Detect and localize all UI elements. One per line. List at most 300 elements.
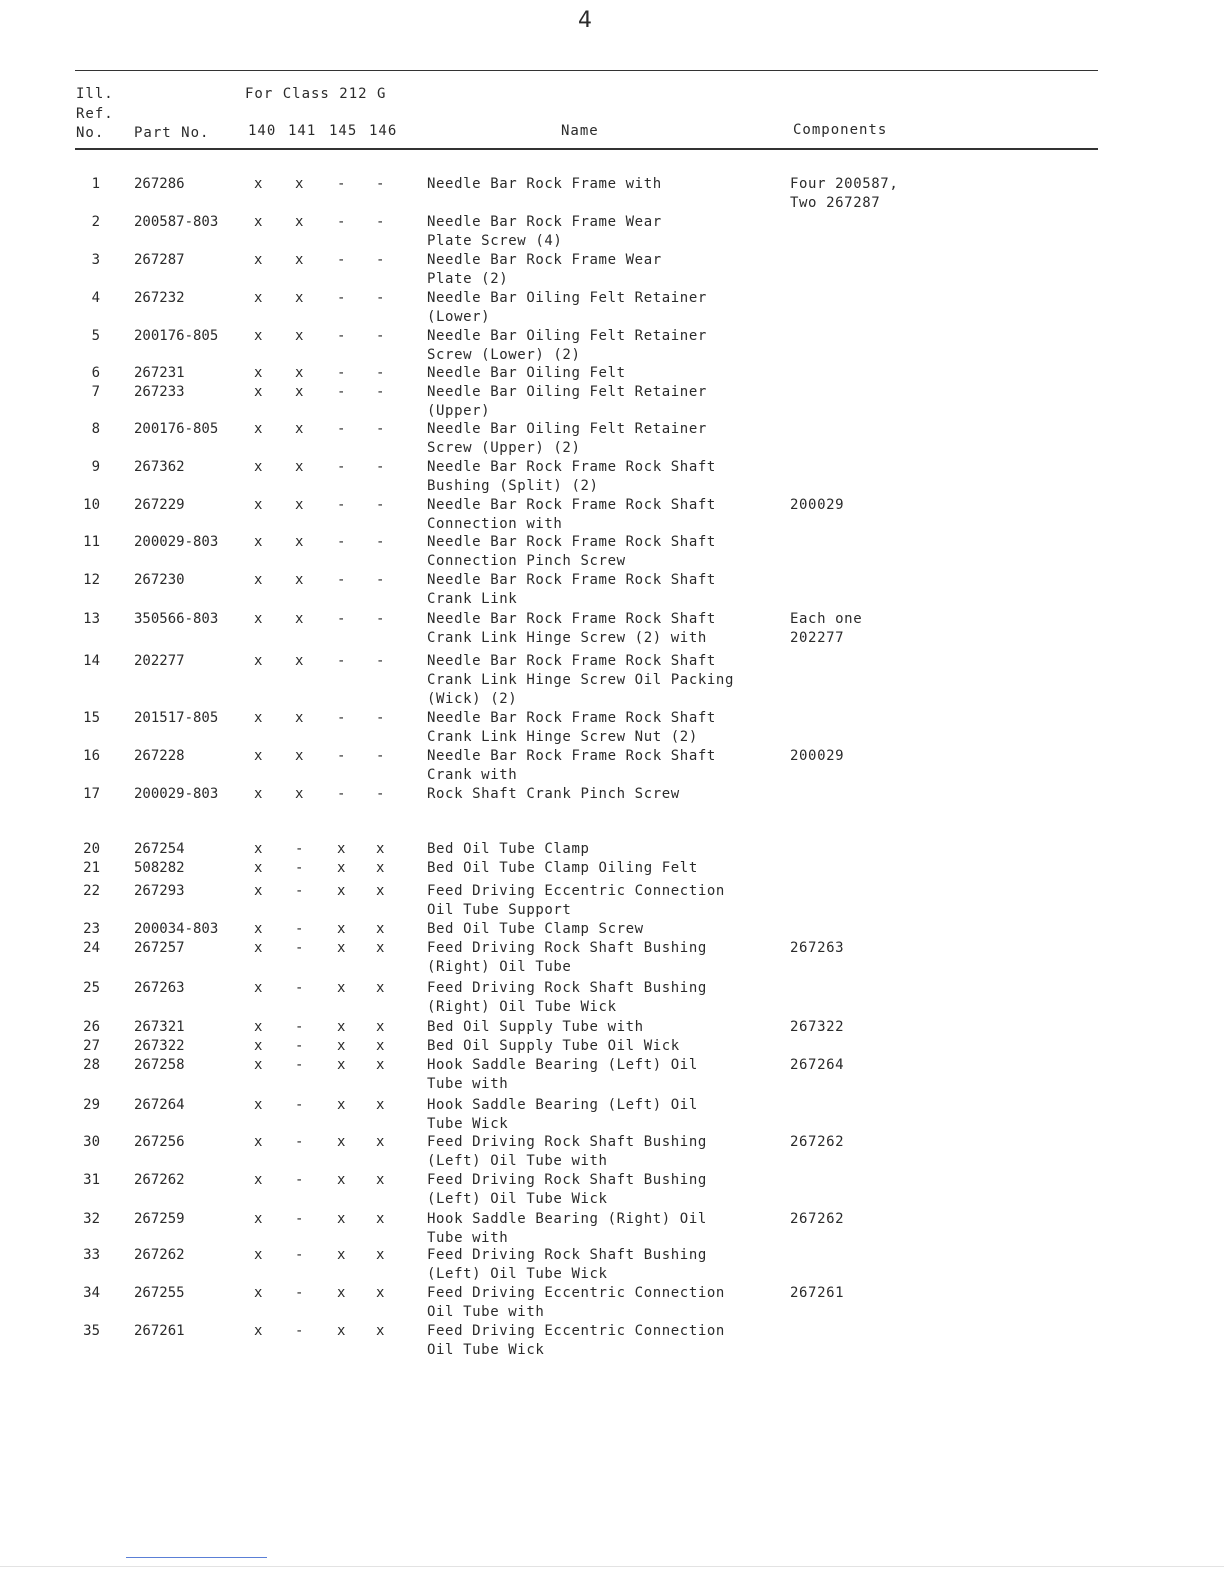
class-145-mark: x bbox=[337, 1172, 346, 1188]
class-141-mark: x bbox=[295, 290, 304, 306]
part-name-line: Tube with bbox=[427, 1230, 509, 1246]
class-145-mark: x bbox=[337, 921, 346, 937]
part-number: 200029-803 bbox=[134, 534, 219, 550]
class-146-mark: - bbox=[376, 328, 385, 344]
class-141-mark: - bbox=[295, 1247, 304, 1263]
ill-ref-number: 1 bbox=[91, 176, 100, 192]
part-name bbox=[427, 652, 734, 709]
class-145-mark: x bbox=[337, 1019, 346, 1035]
class-146-mark: - bbox=[376, 214, 385, 230]
part-name bbox=[427, 979, 707, 1017]
class-145-mark: - bbox=[337, 328, 346, 344]
class-145-mark: - bbox=[337, 290, 346, 306]
class-140-mark: x bbox=[254, 459, 263, 475]
class-146-mark: x bbox=[376, 1285, 385, 1301]
class-140-mark: x bbox=[254, 748, 263, 764]
class-140-mark: x bbox=[254, 860, 263, 876]
component-line: 267262 bbox=[790, 1134, 845, 1150]
class-140-mark: x bbox=[254, 611, 263, 627]
part-name bbox=[427, 251, 662, 289]
class-145-mark: x bbox=[337, 1323, 346, 1339]
class-145-mark: - bbox=[337, 611, 346, 627]
class-145-mark: - bbox=[337, 421, 346, 437]
ill-ref-number: 8 bbox=[91, 421, 100, 437]
part-number: 267262 bbox=[134, 1172, 185, 1188]
components bbox=[790, 1056, 844, 1075]
ill-ref-number: 34 bbox=[83, 1285, 100, 1301]
class-146-mark: x bbox=[376, 1211, 385, 1227]
part-number: 267293 bbox=[134, 883, 185, 899]
for-class-header: For Class 212 G bbox=[245, 86, 387, 102]
part-name-line: (Left) Oil Tube Wick bbox=[427, 1266, 608, 1282]
part-number: 267256 bbox=[134, 1134, 185, 1150]
class-140-mark: x bbox=[254, 1323, 263, 1339]
part-number: 267258 bbox=[134, 1057, 185, 1073]
part-number: 267229 bbox=[134, 497, 185, 513]
part-name-line: Bed Oil Supply Tube Oil Wick bbox=[427, 1038, 680, 1054]
class-145-mark: x bbox=[337, 1285, 346, 1301]
part-name-line: Needle Bar Oiling Felt Retainer bbox=[427, 328, 707, 344]
part-number: 267233 bbox=[134, 384, 185, 400]
components bbox=[790, 1284, 844, 1303]
part-name bbox=[427, 1171, 707, 1209]
class-145-mark: - bbox=[337, 497, 346, 513]
part-name bbox=[427, 533, 716, 571]
class-141-mark: x bbox=[295, 365, 304, 381]
class-141-mark: x bbox=[295, 384, 304, 400]
class-141-mark: x bbox=[295, 748, 304, 764]
ill-ref-number: 33 bbox=[83, 1247, 100, 1263]
class-146-mark: x bbox=[376, 921, 385, 937]
ill-ref-number: 28 bbox=[83, 1057, 100, 1073]
part-name-line: Bed Oil Tube Clamp Screw bbox=[427, 921, 644, 937]
part-name-line: Feed Driving Rock Shaft Bushing bbox=[427, 1247, 707, 1263]
part-name-line: Needle Bar Oiling Felt Retainer bbox=[427, 290, 707, 306]
class-141-mark: x bbox=[295, 328, 304, 344]
part-name bbox=[427, 1018, 644, 1037]
ill-ref-number: 20 bbox=[83, 841, 100, 857]
part-name-line: Bed Oil Tube Clamp bbox=[427, 841, 590, 857]
class-145-mark: x bbox=[337, 940, 346, 956]
class-146-mark: - bbox=[376, 421, 385, 437]
part-name-line: (Right) Oil Tube bbox=[427, 959, 572, 975]
class-140-mark: x bbox=[254, 176, 263, 192]
class-145-mark: - bbox=[337, 365, 346, 381]
component-line: Each one bbox=[790, 611, 863, 627]
part-number: 200029-803 bbox=[134, 786, 219, 802]
part-name-line: Crank Link Hinge Screw (2) with bbox=[427, 630, 707, 646]
class-140-mark: x bbox=[254, 1285, 263, 1301]
class-141-mark: - bbox=[295, 980, 304, 996]
component-line: 267263 bbox=[790, 940, 845, 956]
component-line: 267261 bbox=[790, 1285, 845, 1301]
class-146-mark: x bbox=[376, 980, 385, 996]
ill-ref-header-line-3: No. bbox=[76, 125, 105, 141]
class-145-mark: x bbox=[337, 1134, 346, 1150]
ill-ref-number: 13 bbox=[83, 611, 100, 627]
class-140-mark: x bbox=[254, 1019, 263, 1035]
components bbox=[790, 610, 862, 648]
header-top-rule bbox=[75, 70, 1098, 71]
class-140-mark: x bbox=[254, 572, 263, 588]
class-145-mark: - bbox=[337, 252, 346, 268]
part-number: 350566-803 bbox=[134, 611, 219, 627]
class-145-mark: x bbox=[337, 1097, 346, 1113]
class-145-mark: - bbox=[337, 534, 346, 550]
class-145-mark: x bbox=[337, 1038, 346, 1054]
part-number: 508282 bbox=[134, 860, 185, 876]
ill-ref-number: 5 bbox=[91, 328, 100, 344]
part-number: 267362 bbox=[134, 459, 185, 475]
class-141-mark: - bbox=[295, 1134, 304, 1150]
part-number: 267287 bbox=[134, 252, 185, 268]
part-number: 267262 bbox=[134, 1247, 185, 1263]
part-name-line: Needle Bar Rock Frame Wear bbox=[427, 214, 662, 230]
class-141-mark: - bbox=[295, 1285, 304, 1301]
class-146-mark: - bbox=[376, 176, 385, 192]
part-name-line: Needle Bar Rock Frame Rock Shaft bbox=[427, 611, 716, 627]
part-name-line: Needle Bar Rock Frame Wear bbox=[427, 252, 662, 268]
class-146-mark: x bbox=[376, 940, 385, 956]
part-number: 267259 bbox=[134, 1211, 185, 1227]
part-number: 267322 bbox=[134, 1038, 185, 1054]
part-name-line: Screw (Upper) (2) bbox=[427, 440, 581, 456]
part-number: 201517-805 bbox=[134, 710, 219, 726]
part-name bbox=[427, 1210, 707, 1248]
class-140-mark: x bbox=[254, 940, 263, 956]
ill-ref-number: 3 bbox=[91, 252, 100, 268]
class-146-mark: - bbox=[376, 365, 385, 381]
class-141-mark: x bbox=[295, 653, 304, 669]
part-name-line: Rock Shaft Crank Pinch Screw bbox=[427, 786, 680, 802]
class-141-mark: - bbox=[295, 921, 304, 937]
part-name-line: Crank with bbox=[427, 767, 518, 783]
part-name-line: Oil Tube Wick bbox=[427, 1342, 545, 1358]
class-146-header: 146 bbox=[369, 123, 398, 139]
class-146-mark: - bbox=[376, 748, 385, 764]
part-name bbox=[427, 175, 662, 194]
class-140-mark: x bbox=[254, 497, 263, 513]
component-line: Two 267287 bbox=[790, 195, 881, 211]
ill-ref-number: 27 bbox=[83, 1038, 100, 1054]
class-146-mark: x bbox=[376, 841, 385, 857]
ill-ref-number: 6 bbox=[91, 365, 100, 381]
class-146-mark: - bbox=[376, 290, 385, 306]
part-name-line: Hook Saddle Bearing (Right) Oil bbox=[427, 1211, 707, 1227]
part-number: 267263 bbox=[134, 980, 185, 996]
components bbox=[790, 1133, 844, 1152]
class-146-mark: - bbox=[376, 459, 385, 475]
class-145-mark: x bbox=[337, 883, 346, 899]
part-name bbox=[427, 882, 725, 920]
class-141-mark: - bbox=[295, 1323, 304, 1339]
component-line: Four 200587, bbox=[790, 176, 899, 192]
part-name-line: Feed Driving Eccentric Connection bbox=[427, 1285, 725, 1301]
class-140-mark: x bbox=[254, 653, 263, 669]
part-name-line: Needle Bar Rock Frame Rock Shaft bbox=[427, 534, 716, 550]
part-name-line: Screw (Lower) (2) bbox=[427, 347, 581, 363]
ill-ref-number: 14 bbox=[83, 653, 100, 669]
class-145-mark: - bbox=[337, 176, 346, 192]
component-line: 202277 bbox=[790, 630, 845, 646]
part-name-line: Plate Screw (4) bbox=[427, 233, 563, 249]
ill-ref-number: 16 bbox=[83, 748, 100, 764]
part-name-line: Hook Saddle Bearing (Left) Oil bbox=[427, 1057, 698, 1073]
part-number: 267230 bbox=[134, 572, 185, 588]
ill-ref-number: 29 bbox=[83, 1097, 100, 1113]
ill-ref-number: 23 bbox=[83, 921, 100, 937]
part-name bbox=[427, 1096, 698, 1134]
part-number: 200176-805 bbox=[134, 328, 219, 344]
class-146-mark: - bbox=[376, 653, 385, 669]
ill-ref-number: 10 bbox=[83, 497, 100, 513]
part-number: 267264 bbox=[134, 1097, 185, 1113]
class-146-mark: x bbox=[376, 860, 385, 876]
part-number: 267231 bbox=[134, 365, 185, 381]
class-141-mark: - bbox=[295, 1057, 304, 1073]
ill-ref-number: 17 bbox=[83, 786, 100, 802]
part-name-line: Needle Bar Rock Frame Rock Shaft bbox=[427, 497, 716, 513]
ill-ref-number: 26 bbox=[83, 1019, 100, 1035]
class-140-mark: x bbox=[254, 1097, 263, 1113]
part-name-line: Oil Tube Support bbox=[427, 902, 572, 918]
part-name-line: Needle Bar Rock Frame Rock Shaft bbox=[427, 459, 716, 475]
part-name-line: Feed Driving Rock Shaft Bushing bbox=[427, 940, 707, 956]
class-146-mark: x bbox=[376, 1019, 385, 1035]
part-no-header: Part No. bbox=[134, 125, 210, 141]
class-140-mark: x bbox=[254, 214, 263, 230]
part-name bbox=[427, 785, 680, 804]
part-name-line: Needle Bar Rock Frame with bbox=[427, 176, 662, 192]
components bbox=[790, 496, 844, 515]
class-141-mark: x bbox=[295, 611, 304, 627]
part-name-line: Bed Oil Tube Clamp Oiling Felt bbox=[427, 860, 698, 876]
class-145-mark: - bbox=[337, 459, 346, 475]
part-name-line: (Left) Oil Tube Wick bbox=[427, 1191, 608, 1207]
class-145-mark: - bbox=[337, 748, 346, 764]
class-141-mark: - bbox=[295, 841, 304, 857]
class-141-mark: - bbox=[295, 1019, 304, 1035]
part-name-line: Tube Wick bbox=[427, 1116, 509, 1132]
part-name-line: Needle Bar Rock Frame Rock Shaft bbox=[427, 653, 716, 669]
ill-ref-number: 9 bbox=[91, 459, 100, 475]
class-140-mark: x bbox=[254, 1172, 263, 1188]
part-number: 267228 bbox=[134, 748, 185, 764]
part-name-line: (Wick) (2) bbox=[427, 691, 518, 707]
part-name-line: (Lower) bbox=[427, 309, 491, 325]
class-140-mark: x bbox=[254, 252, 263, 268]
part-name bbox=[427, 458, 716, 496]
part-name bbox=[427, 709, 716, 747]
component-line: 267262 bbox=[790, 1211, 845, 1227]
part-number: 267254 bbox=[134, 841, 185, 857]
part-name-line: Needle Bar Oiling Felt Retainer bbox=[427, 384, 707, 400]
components bbox=[790, 939, 844, 958]
part-number: 267261 bbox=[134, 1323, 185, 1339]
components-header: Components bbox=[793, 122, 888, 138]
components bbox=[790, 175, 898, 213]
part-name-line: (Upper) bbox=[427, 403, 491, 419]
part-number: 267232 bbox=[134, 290, 185, 306]
class-140-mark: x bbox=[254, 1038, 263, 1054]
part-number: 267257 bbox=[134, 940, 185, 956]
ill-ref-number: 21 bbox=[83, 860, 100, 876]
class-146-mark: - bbox=[376, 572, 385, 588]
class-145-mark: x bbox=[337, 1211, 346, 1227]
class-146-mark: x bbox=[376, 1038, 385, 1054]
part-number: 200587-803 bbox=[134, 214, 219, 230]
part-name-line: Bushing (Split) (2) bbox=[427, 478, 599, 494]
part-name-line: (Left) Oil Tube with bbox=[427, 1153, 608, 1169]
class-140-mark: x bbox=[254, 384, 263, 400]
part-number: 200034-803 bbox=[134, 921, 219, 937]
part-name bbox=[427, 859, 698, 878]
ill-ref-header-line-1: Ill. bbox=[76, 86, 114, 102]
part-name bbox=[427, 496, 716, 534]
class-140-mark: x bbox=[254, 921, 263, 937]
part-name-line: Connection Pinch Screw bbox=[427, 553, 626, 569]
part-name-line: Crank Link bbox=[427, 591, 518, 607]
ill-ref-number: 24 bbox=[83, 940, 100, 956]
part-name bbox=[427, 1037, 680, 1056]
class-141-header: 141 bbox=[288, 123, 317, 139]
class-145-mark: - bbox=[337, 653, 346, 669]
part-name-line: Oil Tube with bbox=[427, 1304, 545, 1320]
part-number: 200176-805 bbox=[134, 421, 219, 437]
part-name bbox=[427, 571, 716, 609]
class-140-mark: x bbox=[254, 328, 263, 344]
part-name bbox=[427, 1322, 725, 1360]
ill-ref-number: 35 bbox=[83, 1323, 100, 1339]
class-140-mark: x bbox=[254, 710, 263, 726]
part-name-line: Crank Link Hinge Screw Nut (2) bbox=[427, 729, 698, 745]
class-146-mark: x bbox=[376, 1134, 385, 1150]
part-name bbox=[427, 1056, 698, 1094]
part-name bbox=[427, 364, 626, 383]
class-146-mark: - bbox=[376, 611, 385, 627]
part-name-line: Feed Driving Rock Shaft Bushing bbox=[427, 1172, 707, 1188]
part-name bbox=[427, 840, 590, 859]
class-141-mark: x bbox=[295, 459, 304, 475]
class-140-mark: x bbox=[254, 1211, 263, 1227]
part-name bbox=[427, 1284, 725, 1322]
class-141-mark: x bbox=[295, 497, 304, 513]
class-146-mark: - bbox=[376, 497, 385, 513]
part-number: 267321 bbox=[134, 1019, 185, 1035]
part-name-line: Needle Bar Oiling Felt bbox=[427, 365, 626, 381]
class-145-mark: - bbox=[337, 710, 346, 726]
class-146-mark: x bbox=[376, 1057, 385, 1073]
footer-rule bbox=[0, 1566, 1224, 1567]
class-141-mark: - bbox=[295, 1097, 304, 1113]
class-140-mark: x bbox=[254, 841, 263, 857]
class-146-mark: - bbox=[376, 252, 385, 268]
class-141-mark: x bbox=[295, 710, 304, 726]
class-146-mark: x bbox=[376, 1097, 385, 1113]
components bbox=[790, 1018, 844, 1037]
ill-ref-number: 12 bbox=[83, 572, 100, 588]
part-name-line: Needle Bar Rock Frame Rock Shaft bbox=[427, 572, 716, 588]
class-140-mark: x bbox=[254, 534, 263, 550]
ill-ref-header-line-2: Ref. bbox=[76, 106, 114, 122]
header-bottom-rule bbox=[75, 148, 1098, 150]
components bbox=[790, 1210, 844, 1229]
part-name-line: Crank Link Hinge Screw Oil Packing bbox=[427, 672, 734, 688]
part-name bbox=[427, 1133, 707, 1171]
class-140-header: 140 bbox=[248, 123, 277, 139]
footer-link-underline bbox=[126, 1557, 267, 1558]
class-145-mark: x bbox=[337, 1247, 346, 1263]
class-141-mark: x bbox=[295, 421, 304, 437]
part-name bbox=[427, 1246, 707, 1284]
ill-ref-number: 22 bbox=[83, 883, 100, 899]
class-146-mark: x bbox=[376, 1323, 385, 1339]
class-141-mark: - bbox=[295, 1038, 304, 1054]
ill-ref-number: 30 bbox=[83, 1134, 100, 1150]
part-name bbox=[427, 383, 707, 421]
class-145-header: 145 bbox=[329, 123, 358, 139]
part-name-line: Tube with bbox=[427, 1076, 509, 1092]
class-145-mark: - bbox=[337, 786, 346, 802]
class-140-mark: x bbox=[254, 883, 263, 899]
class-146-mark: x bbox=[376, 883, 385, 899]
part-name-line: Needle Bar Rock Frame Rock Shaft bbox=[427, 748, 716, 764]
class-141-mark: - bbox=[295, 1172, 304, 1188]
class-145-mark: x bbox=[337, 980, 346, 996]
class-141-mark: - bbox=[295, 883, 304, 899]
class-140-mark: x bbox=[254, 421, 263, 437]
class-140-mark: x bbox=[254, 1057, 263, 1073]
class-141-mark: x bbox=[295, 786, 304, 802]
part-number: 267255 bbox=[134, 1285, 185, 1301]
ill-ref-number: 4 bbox=[91, 290, 100, 306]
class-140-mark: x bbox=[254, 1247, 263, 1263]
part-name bbox=[427, 747, 716, 785]
class-140-mark: x bbox=[254, 1134, 263, 1150]
part-name-line: Hook Saddle Bearing (Left) Oil bbox=[427, 1097, 698, 1113]
part-number: 202277 bbox=[134, 653, 185, 669]
component-line: 200029 bbox=[790, 497, 845, 513]
class-140-mark: x bbox=[254, 980, 263, 996]
ill-ref-number: 31 bbox=[83, 1172, 100, 1188]
component-line: 200029 bbox=[790, 748, 845, 764]
class-146-mark: - bbox=[376, 710, 385, 726]
part-name-line: Feed Driving Eccentric Connection bbox=[427, 883, 725, 899]
class-140-mark: x bbox=[254, 290, 263, 306]
class-141-mark: - bbox=[295, 860, 304, 876]
part-name-line: Plate (2) bbox=[427, 271, 509, 287]
class-146-mark: x bbox=[376, 1247, 385, 1263]
part-name-line: (Right) Oil Tube Wick bbox=[427, 999, 617, 1015]
part-name bbox=[427, 213, 662, 251]
part-number: 267286 bbox=[134, 176, 185, 192]
class-146-mark: x bbox=[376, 1172, 385, 1188]
part-name bbox=[427, 289, 707, 327]
part-name-line: Bed Oil Supply Tube with bbox=[427, 1019, 644, 1035]
component-line: 267264 bbox=[790, 1057, 845, 1073]
class-141-mark: - bbox=[295, 1211, 304, 1227]
ill-ref-number: 15 bbox=[83, 710, 100, 726]
class-145-mark: - bbox=[337, 214, 346, 230]
ill-ref-number: 2 bbox=[91, 214, 100, 230]
class-141-mark: x bbox=[295, 176, 304, 192]
class-145-mark: x bbox=[337, 860, 346, 876]
part-name-line: Feed Driving Rock Shaft Bushing bbox=[427, 1134, 707, 1150]
part-name bbox=[427, 327, 707, 365]
components bbox=[790, 747, 844, 766]
ill-ref-number: 11 bbox=[83, 534, 100, 550]
class-145-mark: x bbox=[337, 1057, 346, 1073]
